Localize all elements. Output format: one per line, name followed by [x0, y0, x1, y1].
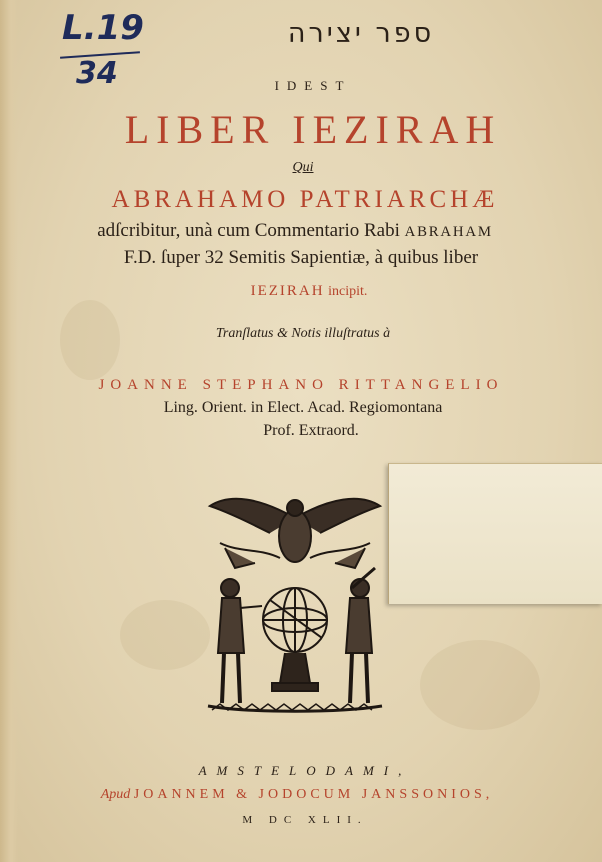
- main-title: LIBER IEZIRAH: [124, 107, 502, 152]
- imprint-apud: Apud: [100, 787, 134, 802]
- imprint-printer-names: JOANNEM & JODOCUM JANSSONIOS,: [133, 787, 494, 802]
- attribution-line: [0, 220, 596, 242]
- shelfmark-line2: 34: [76, 56, 118, 91]
- author-line: JOANNE STEPHANO RITTANGELIO: [98, 377, 504, 393]
- incipit-word: incipit.: [324, 284, 368, 299]
- paper-stain: [420, 640, 540, 730]
- shelfmark-line1: L.19: [62, 8, 144, 48]
- attribution-name: ABRAHAM: [404, 224, 493, 240]
- imprint-place: AMSTELODAMI,: [198, 763, 412, 778]
- author-title-line1: Ling. Orient. in Elect. Acad. Regiomontana: [163, 399, 443, 416]
- author-title-line2: Prof. Extraord.: [263, 422, 359, 439]
- iezirah-word: IEZIRAH: [250, 283, 325, 299]
- idest-line: IDEST: [274, 78, 352, 93]
- semitis-line: F.D. ſuper 32 Semitis Sapientiæ, à quibus liber: [123, 247, 479, 268]
- qui-line: Qui: [292, 160, 314, 175]
- paper-stain: [120, 600, 210, 670]
- iezirah-incipit-line: [8, 283, 602, 300]
- pasted-paper-slip: [388, 463, 602, 604]
- imprint-printer: [0, 787, 598, 803]
- printer-device-woodcut: [200, 488, 390, 720]
- hebrew-title: ספר יצירה: [287, 18, 435, 49]
- attribution-text: adſcribitur, unà cum Commentario Rabi: [97, 220, 405, 241]
- translated-line: Tranſlatus & Notis illuſtratus à: [215, 326, 391, 341]
- abraham-line: ABRAHAMO PATRIARCHÆ: [111, 186, 499, 213]
- imprint-year: M DC XLII.: [242, 814, 368, 826]
